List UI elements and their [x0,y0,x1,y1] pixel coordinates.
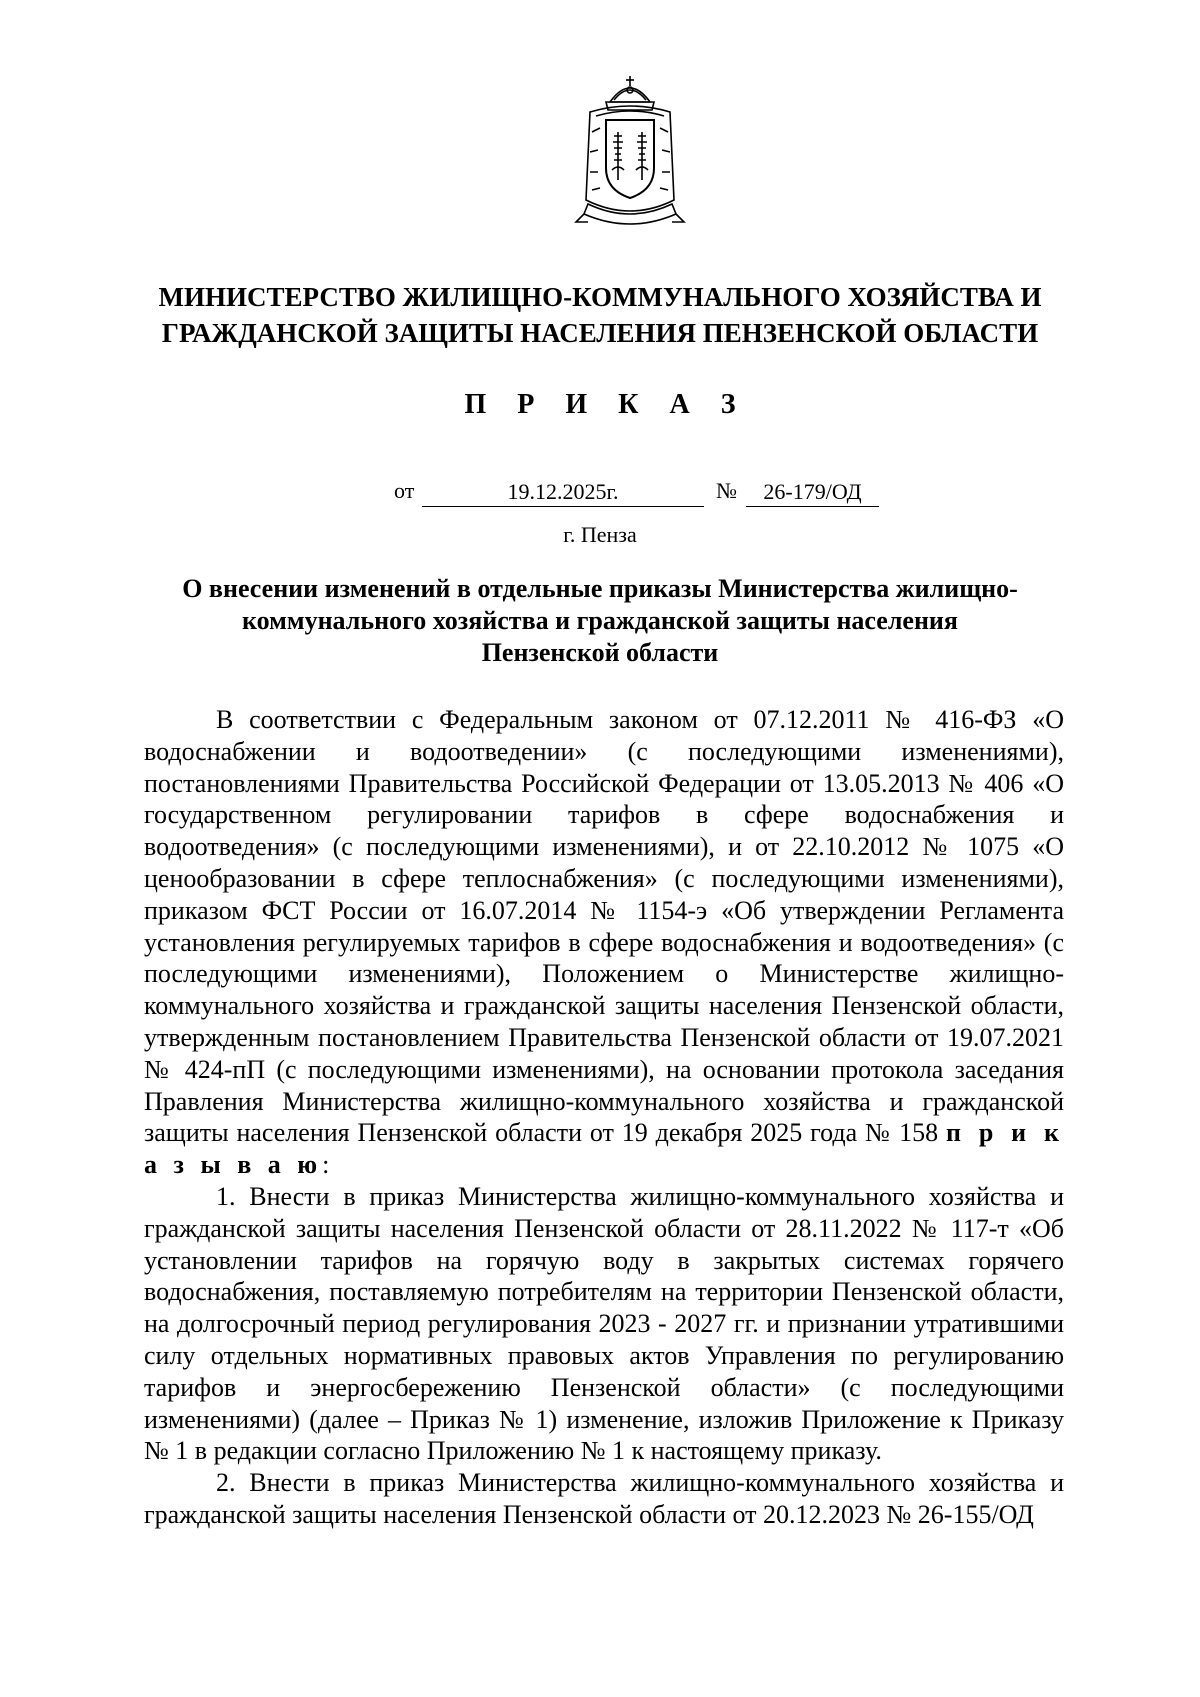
order-date: 19.12.2025г. [422,478,704,507]
order-date-number-row [0,478,1200,512]
number-label: № [716,478,737,503]
order-subject [160,573,1040,669]
document-type-title: П Р И К А З [464,389,748,420]
ministry-name-line-2: ГРАЖДАНСКОЙ ЗАЩИТЫ НАСЕЛЕНИЯ ПЕНЗЕНСКОЙ ОБЛАСТИ [161,318,1039,348]
order-subject-line-2: коммунального хозяйства и гражданской защиты населения [242,606,958,635]
order-subject-line-1: О внесении изменений в отдельные приказы Министерства жилищно- [182,574,1018,603]
order-number: 26-179/ОД [746,478,879,507]
order-colon: : [322,1150,330,1180]
item-2-paragraph: 2. Внести в приказ Министерства жилищно-коммунального хозяйства и гражданской защиты населения Пензенской области от 20.12.2023 № 26-155/ОД [144,1468,1064,1529]
ministry-name [120,279,1080,351]
preamble-text: В соответствии с Федеральным законом от 07.12.2011 № 416-ФЗ «О водоснабжении и водоотведении» (с последующими изменениями), постановлениями Правительства Российской Федерации от 13.05.2013 № 406 «О государственном регулировании тарифов в сфере водоснабжения и водоотведения» (с последующими изменениями), и от 22.10.2012 № 1075 «О ценообразовании в сфере теплоснабжения» (с последующими изменениями), приказом ФСТ России от 16.07.2014 № 1154-э «Об утверждении Регламента установления регулируемых тарифов в сфере водоснабжения и водоотведения» (с последующими изменениями), Положением о Министерстве жилищно-коммунального хозяйства и гражданской защиты населения Пензенской области, утвержденным постановлением Правительства Пензенской области от 19.07.2021 № 424-пП (с последующими изменениями), на основании протокола заседания Правления Министерства жилищно-коммунального хозяйства и гражданской защиты населения Пензенской области от 19 декабря 2025 года № 158 [144,705,1064,1148]
document-body [144,704,1064,1531]
item-1-paragraph: 1. Внести в приказ Министерства жилищно-коммунального хозяйства и гражданской защиты населения Пензенской области от 28.11.2022 № 117-т «Об установлении тарифов на горячую воду в закрытых системах горячего водоснабжения, поставляемую потребителям на территории Пензенской области, на долгосрочный период регулирования 2023 - 2027 гг. и признании утратившими силу отдельных нормативных правовых актов Управления по регулированию тарифов и энергосбережению Пензенской области» (с последующими изменениями) (далее – Приказ № 1) изменение, изложив Приложение к Приказу № 1 в редакции согласно Приложению № 1 к настоящему приказу. [144,1181,1064,1466]
city: г. Пенза [563,522,637,547]
ministry-name-line-1: МИНИСТЕРСТВО ЖИЛИЩНО-КОММУНАЛЬНОГО ХОЗЯЙСТВА И [158,282,1042,312]
date-label: от [394,478,415,503]
preamble-paragraph [144,704,1064,1181]
coat-of-arms-icon [570,72,690,234]
order-subject-line-3: Пензенской области [481,638,719,667]
order-word: п р и к а з ы в а ю [144,1118,1064,1180]
